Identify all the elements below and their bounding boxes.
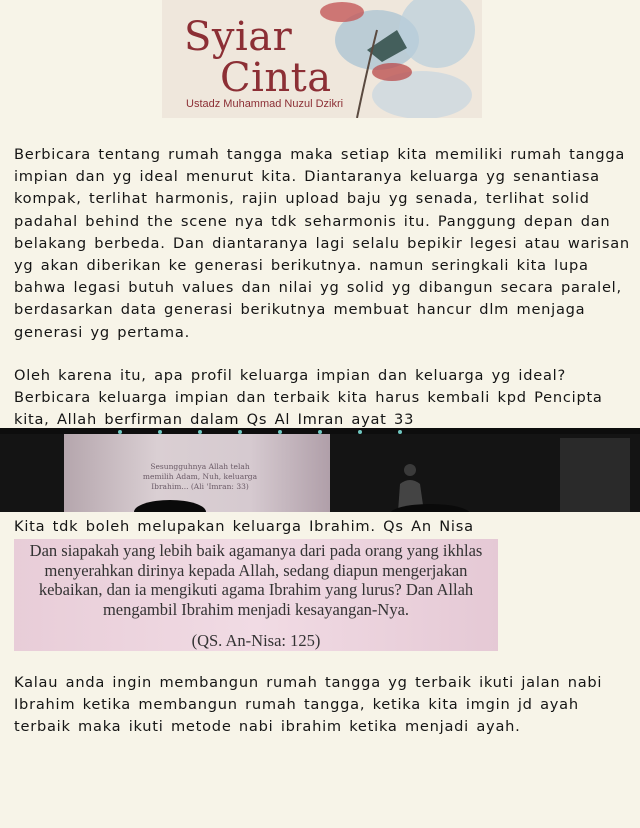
book-cover-image — [162, 0, 482, 118]
paragraph-ibrahim: Kita tdk boleh melupakan keluarga Ibrahim. Qs An Nisa — [14, 518, 474, 535]
cover-author: Ustadz Muhammad Nuzul Dzikri — [186, 98, 344, 110]
paragraph-intro: Berbicara tentang rumah tangga maka setiap kita memiliki rumah tangga impian dan yg ideal menurut kita. Diantaranya keluarga yg senantiasa kompak, terlihat harmonis, rajin upload baju yg senada, terlihat solid padahal behind the scene nya tdk seharmonis itu. Panggung depan dan belakang berbeda. Dan diantaranya lagi selalu bepikir legesi atau warisan yg akan diberikan ke generasi berikutnya. namun seringkali kita lupa bahwa legasi butuh values dan nilai yg solid yg dibangun secara paralel, berdasarkan data generasi berikutnya membuat hancur dlm menjaga generasi yg pertama. — [14, 146, 630, 341]
quote-text: Dan siapakah yang lebih baik agamanya dari pada orang yang ikhlas menyerahkan dirinya kepada Allah, sedang diapun mengerjakan kebaikan, dan ia mengikuti agama Ibrahim yang lurus? Dan Allah mengambil Ibrahim menjadi kesayangan-Nya. — [29, 541, 483, 619]
paragraph-question: Oleh karena itu, apa profil keluarga impian dan keluarga yg ideal? Berbicara keluarga impian dan terbaik kita harus kembali kpd Pencipta kita, Allah berfirman dalam Qs Al Imran ayat 33 — [14, 367, 603, 429]
screen-verse-text: Sesungguhnya Allah telah memilih Adam, Nuh, keluarga Ibrahim... (Ali 'Imran: 33) — [142, 462, 258, 491]
quote-reference: (QS. An-Nisa: 125) — [191, 631, 321, 650]
stage-photo — [0, 428, 640, 512]
quran-quote-image — [14, 539, 498, 651]
cover-title-line1: Syiar — [184, 14, 293, 60]
speaker-silhouette — [0, 428, 640, 512]
paragraph-conclusion: Kalau anda ingin membangun rumah tangga yg terbaik ikuti jalan nabi Ibrahim ketika membangun rumah tangga, ketika kita imgin jd ayah terbaik maka ikuti metode nabi ibrahim ketika menjadi ayah. — [14, 674, 603, 736]
cover-title-line2: Cinta — [220, 55, 332, 101]
